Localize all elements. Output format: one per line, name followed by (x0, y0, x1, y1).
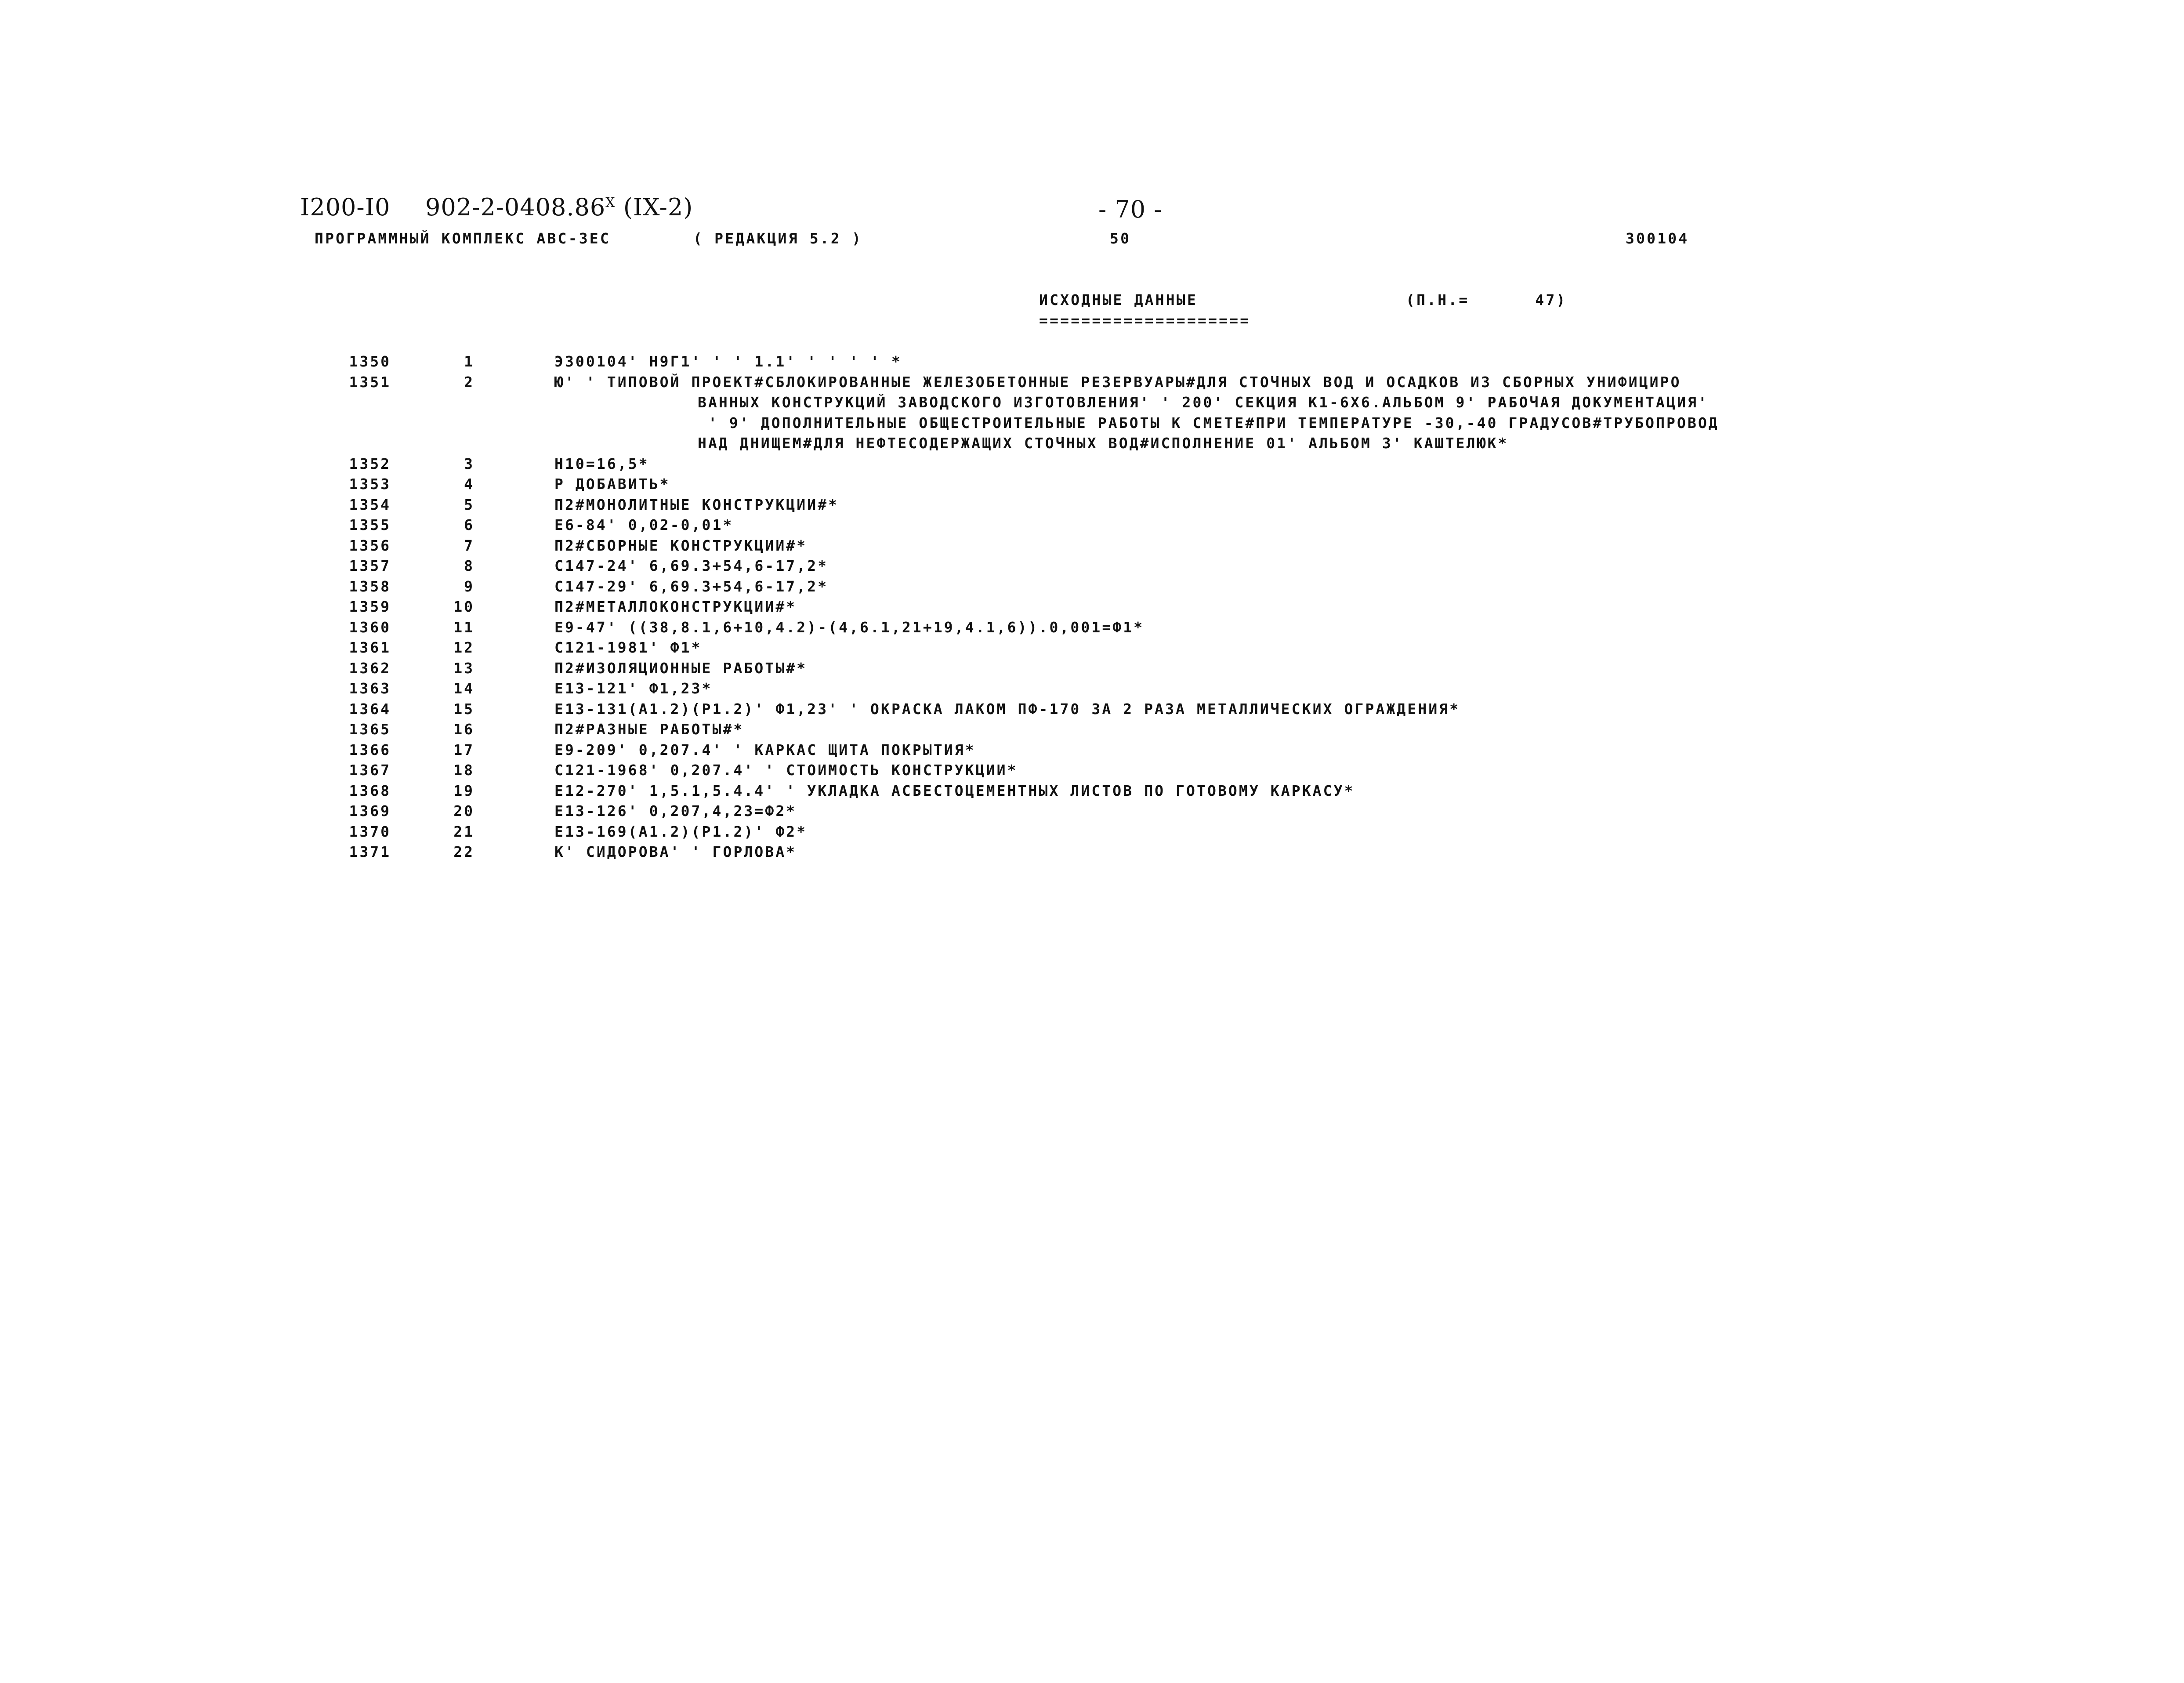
program-name: ПРОГРАММНЫЙ КОМПЛЕКС АВС-3ЕС (315, 230, 611, 247)
record-text: Ю' ' ТИПОВОЙ ПРОЕКТ#СБЛОКИРОВАННЫЕ ЖЕЛЕЗОБЕТОННЫЕ РЕЗЕРВУАРЫ#ДЛЯ СТОЧНЫХ ВОД И ОСАДКОВ ИЗ СБОРНЫХ УНИФИЦИРО (554, 373, 1681, 391)
listing-row (0, 781, 2184, 802)
line-number: 1367 (349, 762, 391, 779)
listing-row (0, 740, 2184, 761)
record-text: Р ДОБАВИТЬ* (554, 475, 670, 493)
line-number: 1356 (349, 537, 391, 554)
record-index: 13 (453, 659, 474, 677)
line-number: 1369 (349, 802, 391, 820)
listing-row (0, 760, 2184, 781)
listing-row (0, 495, 2184, 515)
record-index: 14 (453, 680, 474, 697)
line-number: 1364 (349, 700, 391, 718)
record-index: 3 (464, 455, 474, 472)
record-text: К' СИДОРОВА' ' ГОРЛОВА* (554, 843, 797, 860)
project-code-sup: X (605, 195, 616, 210)
listing-row (0, 822, 2184, 842)
line-number: 1353 (349, 475, 391, 493)
line-number: 1365 (349, 721, 391, 738)
listing-row (0, 597, 2184, 617)
line-number: 1352 (349, 455, 391, 472)
record-index: 22 (453, 843, 474, 860)
record-index: 12 (453, 639, 474, 656)
record-text: Е12-270' 1,5.1,5.4.4' ' УКЛАДКА АСБЕСТОЦЕМЕНТНЫХ ЛИСТОВ ПО ГОТОВОМУ КАРКАСУ* (554, 782, 1355, 799)
record-text: П2#РАЗНЫЕ РАБОТЫ#* (554, 721, 744, 738)
section-title: ИСХОДНЫЕ ДАННЫЕ (1039, 291, 1198, 308)
listing-row (0, 842, 2184, 863)
project-code-main: 902-2-0408.86 (425, 193, 606, 221)
project-code-suffix: (IX-2) (623, 193, 693, 221)
listing-row (0, 474, 2184, 495)
listing-row (0, 454, 2184, 475)
record-text: Е13-126' 0,207,4,23=Ф2* (554, 802, 797, 820)
line-number: 1354 (349, 496, 391, 513)
line-number: 1360 (349, 618, 391, 636)
section-title-underline: ==================== (1039, 312, 1251, 329)
record-text: Е13-131(А1.2)(Р1.2)' Ф1,23' ' ОКРАСКА ЛАКОМ ПФ-170 ЗА 2 РАЗА МЕТАЛЛИЧЕСКИХ ОГРАЖДЕНИЯ* (554, 700, 1460, 718)
record-index: 17 (453, 741, 474, 758)
record-index: 15 (453, 700, 474, 718)
record-text: Э300104' Н9Г1' ' ' 1.1' ' ' ' ' * (554, 353, 902, 370)
record-text: С121-1981' Ф1* (554, 639, 702, 656)
line-number: 1359 (349, 598, 391, 615)
listing-row (0, 577, 2184, 597)
record-text: П2#СБОРНЫЕ КОНСТРУКЦИИ#* (554, 537, 808, 554)
listing-row (0, 719, 2184, 740)
doc-code: I200-I0 (300, 193, 391, 221)
record-index: 11 (453, 618, 474, 636)
line-number: 1358 (349, 577, 391, 595)
line-number: 1355 (349, 516, 391, 533)
line-number: 1357 (349, 557, 391, 574)
record-index: 4 (464, 475, 474, 493)
record-index: 5 (464, 496, 474, 513)
record-text: Е13-169(А1.2)(Р1.2)' Ф2* (554, 823, 808, 840)
record-text: П2#МЕТАЛЛОКОНСТРУКЦИИ#* (554, 598, 797, 615)
record-index: 20 (453, 802, 474, 820)
line-number: 1362 (349, 659, 391, 677)
record-text: С147-24' 6,69.3+54,6-17,2* (554, 557, 829, 574)
listing-row (0, 536, 2184, 556)
sheet-number: 50 (1110, 230, 1131, 247)
record-index: 16 (453, 721, 474, 738)
record-index: 9 (464, 577, 474, 595)
record-text: Е9-209' 0,207.4' ' КАРКАС ЩИТА ПОКРЫТИЯ* (554, 741, 976, 758)
record-text: Н10=16,5* (554, 455, 649, 472)
line-number: 1351 (349, 373, 391, 391)
data-listing (0, 352, 2184, 863)
pn-label: (П.Н.= (1406, 291, 1470, 308)
record-text: С121-1968' 0,207.4' ' СТОИМОСТЬ КОНСТРУКЦИИ* (554, 762, 1018, 779)
record-index: 19 (453, 782, 474, 799)
record-text-continuation: НАД ДНИЩЕМ#ДЛЯ НЕФТЕСОДЕРЖАЩИХ СТОЧНЫХ ВОД#ИСПОЛНЕНИЕ 01' АЛЬБОМ 3' КАШТЕЛЮК* (698, 435, 1509, 452)
listing-row (0, 352, 2184, 372)
record-text: Е13-121' Ф1,23* (554, 680, 713, 697)
pn-label-group (1406, 291, 1567, 308)
pn-value: 47) (1535, 291, 1567, 308)
listing-row (0, 638, 2184, 658)
record-index: 8 (464, 557, 474, 574)
line-number: 1361 (349, 639, 391, 656)
listing-row (0, 699, 2184, 720)
record-text: П2#МОНОЛИТНЫЕ КОНСТРУКЦИИ#* (554, 496, 839, 513)
listing-row (0, 515, 2184, 536)
listing-row (0, 801, 2184, 822)
record-index: 6 (464, 516, 474, 533)
listing-continuation-row (0, 433, 2184, 454)
listing-continuation-row (0, 413, 2184, 434)
record-index: 1 (464, 353, 474, 370)
object-code: 300104 (1626, 230, 1689, 247)
record-index: 21 (453, 823, 474, 840)
listing-row (0, 658, 2184, 679)
record-index: 7 (464, 537, 474, 554)
listing-row (0, 617, 2184, 638)
line-number: 1363 (349, 680, 391, 697)
record-text-continuation: ВАННЫХ КОНСТРУКЦИЙ ЗАВОДСКОГО ИЗГОТОВЛЕНИЯ' ' 200' СЕКЦИЯ К1-6Х6.АЛЬБОМ 9' РАБОЧАЯ ДОКУМЕНТАЦИЯ' (698, 394, 1709, 411)
record-index: 18 (453, 762, 474, 779)
record-text: Е9-47' ((38,8.1,6+10,4.2)-(4,6.1,21+19,4.1,6)).0,001=Ф1* (554, 618, 1145, 636)
line-number: 1371 (349, 843, 391, 860)
record-text: Е6-84' 0,02-0,01* (554, 516, 734, 533)
listing-row (0, 372, 2184, 393)
record-text-continuation: ' 9' ДОПОЛНИТЕЛЬНЫЕ ОБЩЕСТРОИТЕЛЬНЫЕ РАБОТЫ К СМЕТЕ#ПРИ ТЕМПЕРАТУРЕ -30,-40 ГРАДУСОВ#ТРУБОПРОВОД (708, 414, 1719, 432)
listing-row (0, 556, 2184, 577)
listing-continuation-row (0, 392, 2184, 413)
line-number: 1366 (349, 741, 391, 758)
line-number: 1350 (349, 353, 391, 370)
record-index: 10 (453, 598, 474, 615)
edition-label: ( РЕДАКЦИЯ 5.2 ) (693, 230, 863, 247)
listing-row (0, 678, 2184, 699)
record-index: 2 (464, 373, 474, 391)
line-number: 1370 (349, 823, 391, 840)
page-number: - 70 - (1098, 196, 1163, 223)
line-number: 1368 (349, 782, 391, 799)
project-code (425, 193, 693, 221)
record-text: С147-29' 6,69.3+54,6-17,2* (554, 577, 829, 595)
record-text: П2#ИЗОЛЯЦИОННЫЕ РАБОТЫ#* (554, 659, 808, 677)
